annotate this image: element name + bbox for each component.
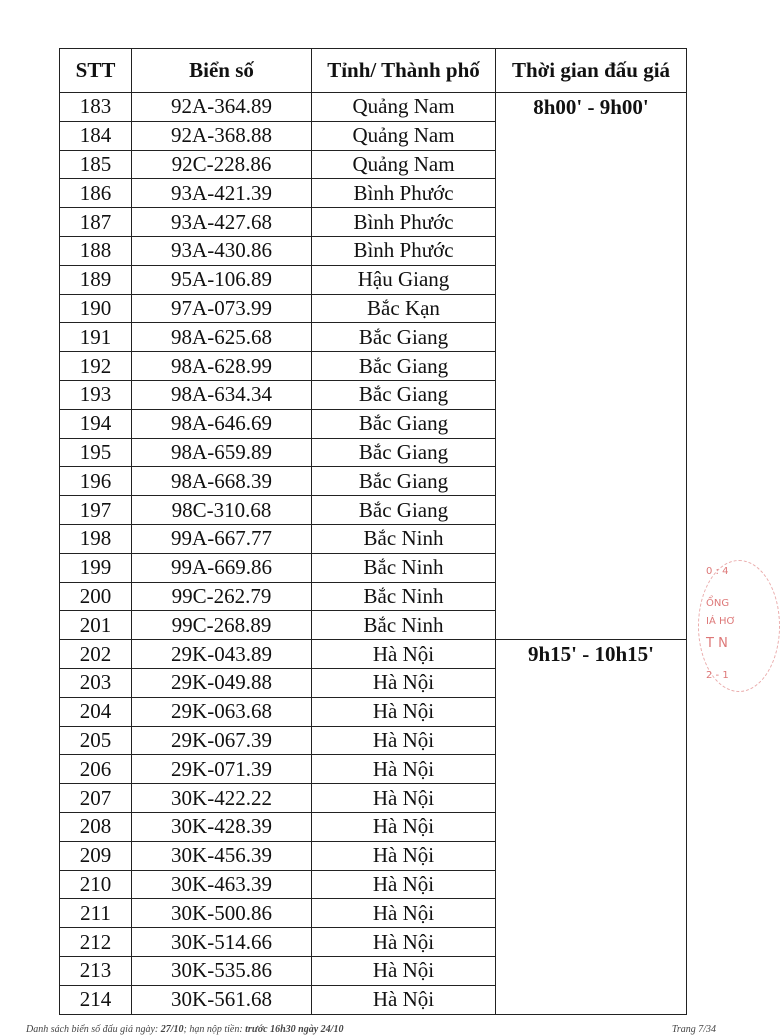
cell-province: Bắc Giang	[312, 467, 496, 496]
cell-stt: 212	[60, 928, 132, 957]
cell-stt: 198	[60, 524, 132, 553]
red-seal-stamp	[698, 560, 758, 690]
cell-plate: 93A-430.86	[132, 236, 312, 265]
cell-plate: 30K-535.86	[132, 956, 312, 985]
cell-province: Bắc Kạn	[312, 294, 496, 323]
cell-stt: 209	[60, 841, 132, 870]
cell-plate: 99A-669.86	[132, 553, 312, 582]
cell-stt: 205	[60, 726, 132, 755]
cell-province: Hà Nội	[312, 870, 496, 899]
cell-stt: 189	[60, 265, 132, 294]
cell-province: Hà Nội	[312, 697, 496, 726]
cell-province: Hà Nội	[312, 640, 496, 669]
cell-province: Hà Nội	[312, 841, 496, 870]
cell-stt: 211	[60, 899, 132, 928]
cell-stt: 208	[60, 812, 132, 841]
cell-plate: 99C-262.79	[132, 582, 312, 611]
footer-note	[26, 1024, 343, 1035]
cell-stt: 201	[60, 611, 132, 640]
footer-date: 27/10	[160, 1024, 184, 1035]
footer-mid: ; hạn nộp tiền:	[183, 1024, 246, 1035]
cell-plate: 29K-049.88	[132, 668, 312, 697]
cell-stt: 203	[60, 668, 132, 697]
cell-province: Bắc Ninh	[312, 611, 496, 640]
header-stt: STT	[60, 49, 132, 93]
cell-stt: 183	[60, 93, 132, 122]
cell-stt: 213	[60, 956, 132, 985]
cell-province: Hà Nội	[312, 956, 496, 985]
cell-province: Hà Nội	[312, 899, 496, 928]
cell-plate: 29K-063.68	[132, 697, 312, 726]
cell-plate: 92C-228.86	[132, 150, 312, 179]
cell-province: Bình Phước	[312, 236, 496, 265]
cell-stt: 194	[60, 409, 132, 438]
cell-province: Hà Nội	[312, 726, 496, 755]
cell-province: Hà Nội	[312, 755, 496, 784]
table-row	[60, 640, 687, 669]
cell-plate: 98A-668.39	[132, 467, 312, 496]
cell-time-slot: 9h15' - 10h15'	[496, 640, 687, 1014]
cell-plate: 92A-368.88	[132, 121, 312, 150]
cell-province: Bắc Ninh	[312, 524, 496, 553]
cell-province: Bắc Giang	[312, 352, 496, 381]
cell-province: Bắc Giang	[312, 496, 496, 525]
cell-stt: 193	[60, 380, 132, 409]
cell-stt: 191	[60, 323, 132, 352]
cell-stt: 196	[60, 467, 132, 496]
cell-plate: 30K-456.39	[132, 841, 312, 870]
cell-plate: 30K-463.39	[132, 870, 312, 899]
cell-stt: 185	[60, 150, 132, 179]
header-time: Thời gian đấu giá	[496, 49, 687, 93]
cell-plate: 30K-422.22	[132, 784, 312, 813]
cell-stt: 192	[60, 352, 132, 381]
cell-province: Hà Nội	[312, 985, 496, 1014]
footer-deadline: trước 16h30 ngày 24/10	[245, 1024, 344, 1035]
header-plate: Biển số	[132, 49, 312, 93]
cell-province: Quảng Nam	[312, 93, 496, 122]
cell-province: Bắc Giang	[312, 323, 496, 352]
cell-plate: 98A-634.34	[132, 380, 312, 409]
table-header-row	[60, 49, 687, 93]
cell-plate: 30K-428.39	[132, 812, 312, 841]
cell-province: Hà Nội	[312, 928, 496, 957]
cell-stt: 206	[60, 755, 132, 784]
header-province: Tỉnh/ Thành phố	[312, 49, 496, 93]
cell-plate: 29K-067.39	[132, 726, 312, 755]
table-body	[60, 93, 687, 1015]
cell-province: Bắc Ninh	[312, 553, 496, 582]
cell-province: Bắc Giang	[312, 409, 496, 438]
cell-province: Bắc Ninh	[312, 582, 496, 611]
cell-plate: 98A-625.68	[132, 323, 312, 352]
cell-stt: 214	[60, 985, 132, 1014]
table-row	[60, 93, 687, 122]
stamp-text-3: IÁ HƠ	[706, 616, 736, 627]
cell-plate: 92A-364.89	[132, 93, 312, 122]
cell-stt: 207	[60, 784, 132, 813]
cell-province: Hậu Giang	[312, 265, 496, 294]
cell-plate: 98A-646.69	[132, 409, 312, 438]
auction-plate-table	[59, 48, 687, 1015]
cell-plate: 98A-659.89	[132, 438, 312, 467]
cell-province: Hà Nội	[312, 812, 496, 841]
page-number: Trang 7/34	[671, 1024, 716, 1035]
cell-stt: 190	[60, 294, 132, 323]
cell-province: Bắc Giang	[312, 380, 496, 409]
cell-province: Bình Phước	[312, 208, 496, 237]
cell-time-slot: 8h00' - 9h00'	[496, 93, 687, 640]
cell-stt: 210	[60, 870, 132, 899]
cell-plate: 99C-268.89	[132, 611, 312, 640]
cell-plate: 30K-561.68	[132, 985, 312, 1014]
stamp-text-4: T N	[706, 636, 728, 651]
cell-plate: 29K-043.89	[132, 640, 312, 669]
stamp-text-2: ỔNG	[706, 598, 730, 609]
cell-province: Hà Nội	[312, 784, 496, 813]
cell-plate: 93A-427.68	[132, 208, 312, 237]
cell-plate: 98A-628.99	[132, 352, 312, 381]
cell-stt: 184	[60, 121, 132, 150]
stamp-text-1: 0 : 4	[706, 566, 729, 577]
cell-plate: 95A-106.89	[132, 265, 312, 294]
cell-province: Bắc Giang	[312, 438, 496, 467]
cell-stt: 202	[60, 640, 132, 669]
cell-plate: 30K-514.66	[132, 928, 312, 957]
cell-stt: 204	[60, 697, 132, 726]
cell-plate: 93A-421.39	[132, 179, 312, 208]
cell-plate: 97A-073.99	[132, 294, 312, 323]
cell-plate: 30K-500.86	[132, 899, 312, 928]
cell-plate: 98C-310.68	[132, 496, 312, 525]
cell-province: Quảng Nam	[312, 121, 496, 150]
cell-stt: 188	[60, 236, 132, 265]
cell-stt: 195	[60, 438, 132, 467]
cell-province: Quảng Nam	[312, 150, 496, 179]
cell-stt: 187	[60, 208, 132, 237]
cell-plate: 29K-071.39	[132, 755, 312, 784]
cell-province: Bình Phước	[312, 179, 496, 208]
footer-prefix: Danh sách biển số đấu giá ngày:	[26, 1024, 161, 1035]
cell-stt: 200	[60, 582, 132, 611]
cell-stt: 186	[60, 179, 132, 208]
cell-stt: 199	[60, 553, 132, 582]
cell-stt: 197	[60, 496, 132, 525]
cell-province: Hà Nội	[312, 668, 496, 697]
stamp-text-5: 2 - 1	[706, 670, 729, 681]
cell-plate: 99A-667.77	[132, 524, 312, 553]
